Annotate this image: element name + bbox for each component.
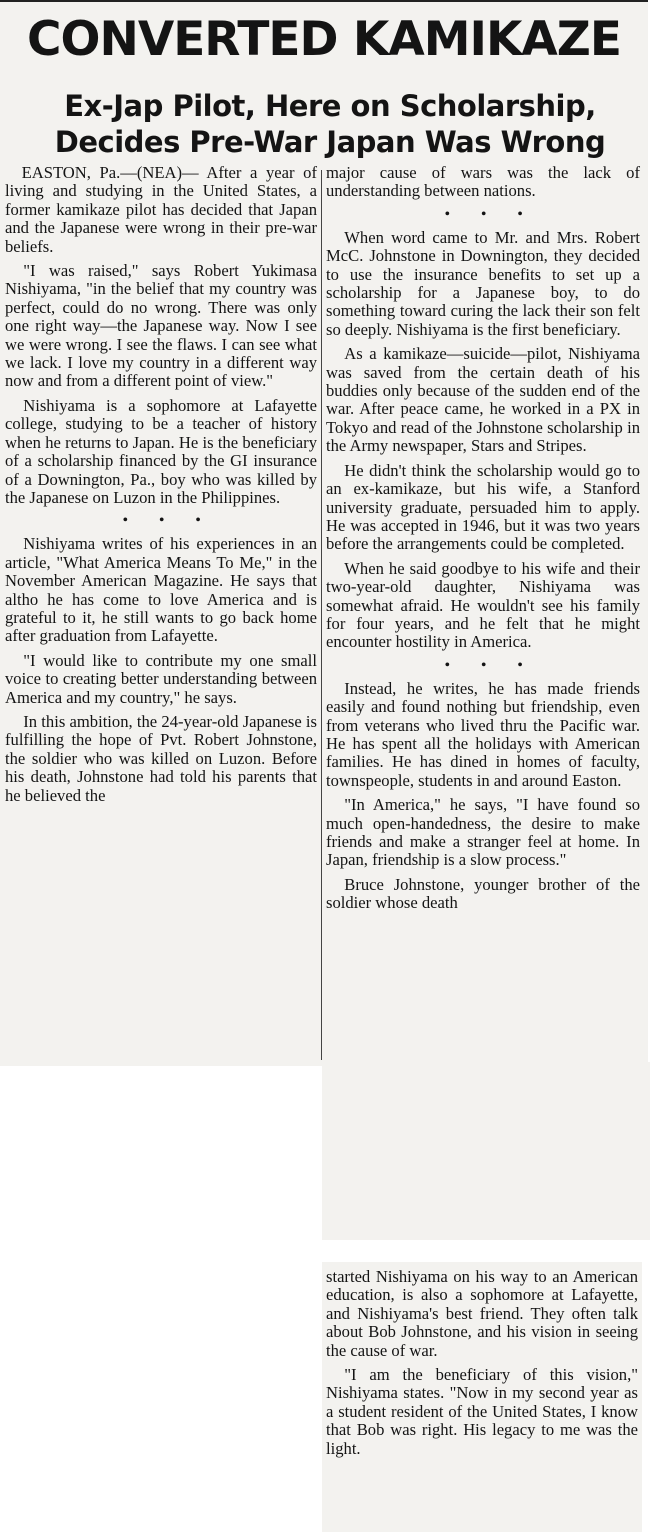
paragraph: As a kamikaze—suicide—pilot, Nishiyama was saved from the certain death of his buddies only because of the sudden end of the war. After peace came, he worked in a PX in Tokyo and read of the Johnstone scholarship in the Army newspaper, Stars and Stripes. [326, 344, 640, 456]
paragraph: In this ambition, the 24-year-old Japanese is fulfilling the hope of Pvt. Robert Johnstone, the soldier who was killed on Luzon. Before his death, Johnstone had told his parents that he believed the [5, 711, 317, 805]
paragraph: "I am the beneficiary of this vision," Nishiyama states. "Now in my second year as a student resident of the United States, I know that Bob was right. His legacy to me was the light. [326, 1365, 638, 1458]
column-2-tail-background [322, 1062, 650, 1240]
section-break: • • • [444, 657, 537, 673]
paragraph: "I would like to contribute my one small voice to creating better understanding between America and my country," he says. [5, 650, 317, 707]
section-break: • • • [122, 513, 215, 529]
column-1 [5, 164, 317, 811]
paragraph: major cause of wars was the lack of understanding between nations. [326, 163, 640, 201]
column-rule [321, 170, 322, 1060]
paragraph: EASTON, Pa.—(NEA)— After a year of living and studying in the United States, a former kamikaze pilot has decided that Japan and the Japanese were wrong in their pre-war beliefs. [5, 163, 317, 256]
paragraph: Nishiyama is a sophomore at Lafayette college, studying to be a teacher of history when he returns to Japan. He is the beneficiary of a scholarship financed by the GI insurance of a Downington, Pa., boy who was killed by the Japanese on Luzon in the Philippines. [5, 395, 317, 507]
subhead: Ex-Jap Pilot, Here on Scholarship, Decides Pre-War Japan Was Wrong [54, 89, 606, 159]
paragraph: Instead, he writes, he has made friends easily and found nothing but friendship, even from veterans who lived thru the Pacific war. He has spent all the holidays with American families. He has dined in homes of faculty, townspeople, students in and around Easton. [326, 678, 640, 790]
paragraph: "I was raised," says Robert Yukimasa Nishiyama, "in the belief that my country was perfect, could do no wrong. There was only one right way—the Japanese way. Now I see we were wrong. I see the flaws. I can see what we lack. I love my country in a different way now and from a different point of view." [5, 261, 317, 391]
paragraph: started Nishiyama on his way to an American education, is also a sophomore at Lafayette, and Nishiyama's best friend. They often talk about Bob Johnstone, and his vision in seeing the cause of war. [326, 1267, 638, 1360]
paragraph: When word came to Mr. and Mrs. Robert McC. Johnstone in Downington, they decided to use the insurance benefits to set up a scholarship for a Japanese boy, to do something toward curing the lack their son felt so deeply. Nishiyama is the first beneficiary. [326, 227, 640, 339]
paragraph: He didn't think the scholarship would go to an ex-kamikaze, but his wife, a Stanford university graduate, persuaded him to apply. He was accepted in 1946, but it was two years before the arrangements could be completed. [326, 460, 640, 554]
paragraph: "In America," he says, "I have found so much open-handedness, the desire to make friends and make a stranger feel at home. In Japan, friendship is a slow process." [326, 795, 640, 870]
column-2 [326, 164, 640, 919]
headline: CONVERTED KAMIKAZE [27, 12, 621, 67]
section-break: • • • [444, 206, 537, 222]
paragraph: Bruce Johnstone, younger brother of the soldier whose death [326, 874, 640, 913]
continuation-clipping [322, 1262, 642, 1532]
paragraph: Nishiyama writes of his experiences in an article, "What America Means To Me," in the November American Magazine. He says that altho he has come to love America and is grateful to it, he still wants to go back home after graduation from Lafayette. [5, 534, 317, 646]
column-continuation [326, 1268, 638, 1464]
paragraph: When he said goodbye to his wife and their two-year-old daughter, Nishiyama was somewhat afraid. He wouldn't see his family for four years, and he felt that he might encounter hostility in America. [326, 558, 640, 652]
